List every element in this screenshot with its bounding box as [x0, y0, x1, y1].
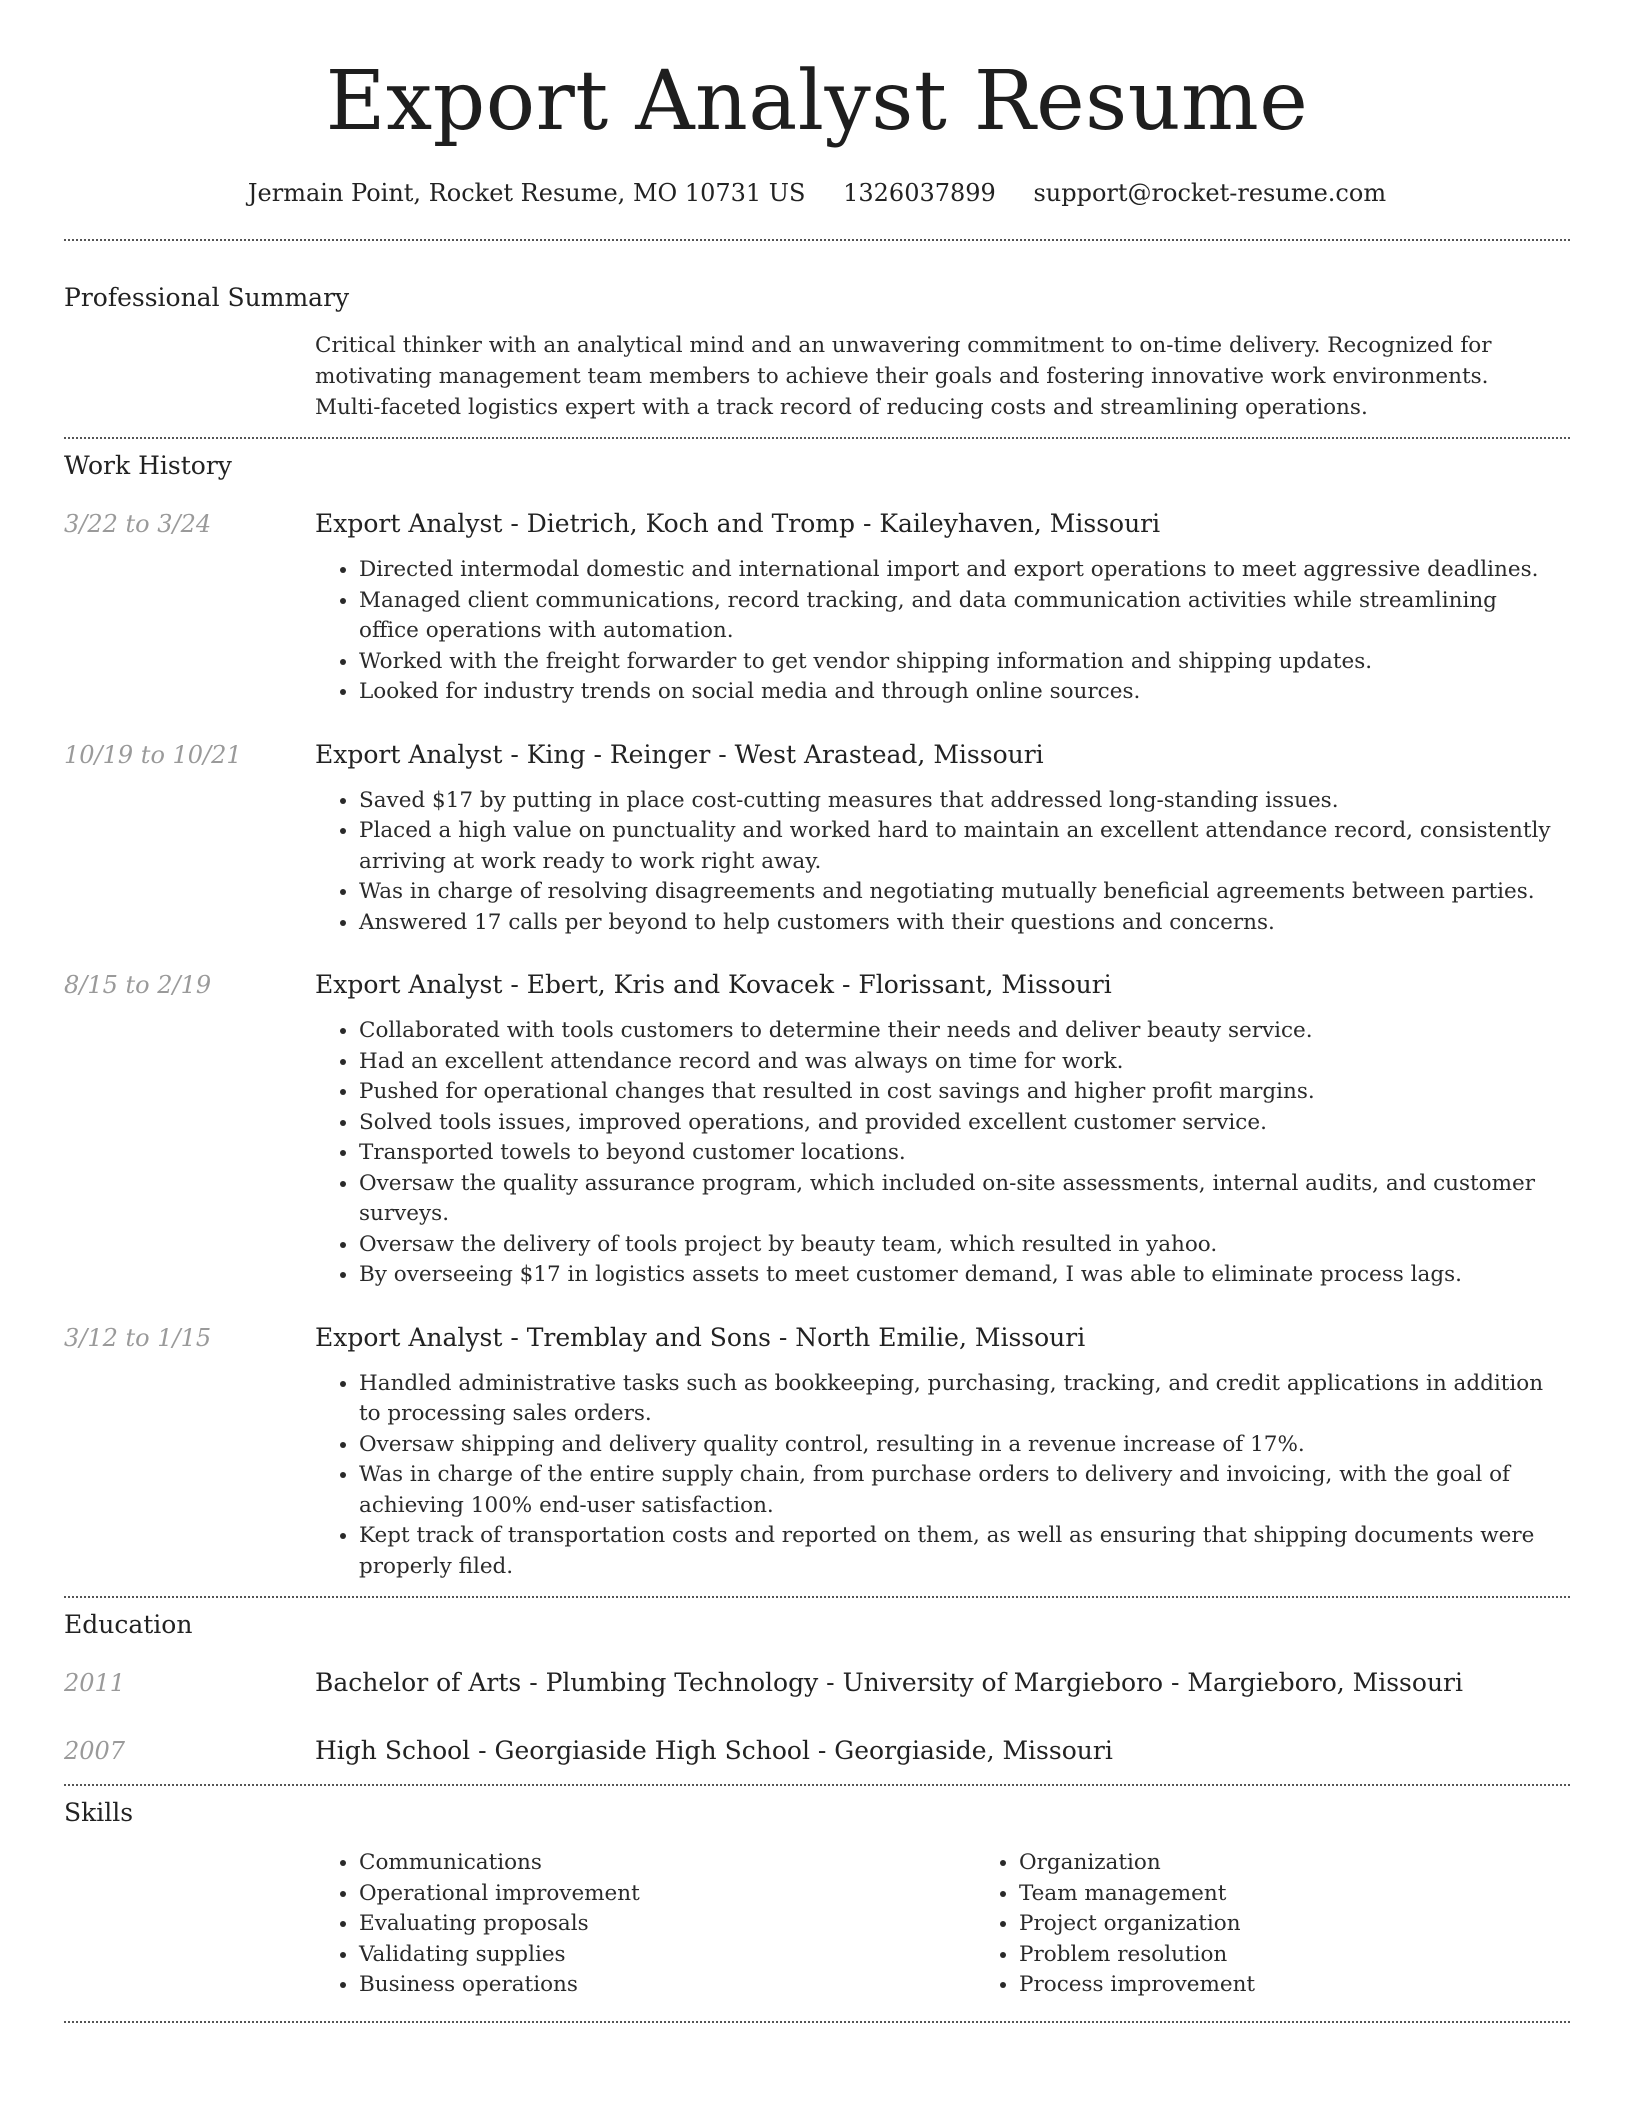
job-entry — [64, 968, 1570, 1291]
list-item: • Managed client communications, record tracking, and data communication activities while streamlining office operations with automation. — [359, 586, 1570, 647]
divider — [64, 2021, 1570, 2023]
contact-phone: 1326037899 — [843, 179, 996, 207]
list-item: • Had an excellent attendance record and was always on time for work. — [359, 1047, 1570, 1078]
job-title: Export Analyst - Dietrich, Koch and Tromp - Kaileyhaven, Missouri — [315, 509, 1161, 538]
list-item: • By overseeing $17 in logistics assets to meet customer demand, I was able to eliminate process lags. — [359, 1260, 1570, 1291]
section-heading-skills: Skills — [64, 1798, 134, 1827]
list-item: • Kept track of transportation costs and reported on them, as well as ensuring that shipping documents were properly filed. — [359, 1521, 1570, 1582]
list-item: • Process improvement — [1019, 1970, 1632, 2001]
contact-email: support@rocket-resume.com — [1033, 179, 1387, 207]
list-item: • Transported towels to beyond customer locations. — [359, 1138, 1570, 1169]
summary-section — [64, 281, 1570, 423]
education-degree: Bachelor of Arts - Plumbing Technology - University of Margieboro - Margieboro, Missouri — [315, 1668, 1463, 1697]
job-bullets — [315, 1016, 1570, 1291]
job-title: Export Analyst - King - Reinger - West Arastead, Missouri — [315, 739, 1044, 769]
list-item: • Worked with the freight forwarder to get vendor shipping information and shipping updates. — [359, 647, 1570, 678]
job-bullets — [315, 786, 1570, 939]
skills-spacer — [64, 1848, 315, 2001]
list-item: • Project organization — [1019, 1909, 1632, 1940]
summary-text: Critical thinker with an analytical mind and an unwavering commitment to on-time delivery. Recognized for motivating management team members to achieve their goals and fostering innovative work environments. Multi-faceted logistics expert with a track record of reducing costs and streamlining operations. — [315, 333, 1492, 420]
summary-spacer — [64, 330, 315, 423]
list-item: • Evaluating proposals — [359, 1909, 975, 1940]
job-title: Export Analyst - Ebert, Kris and Kovacek - Florissant, Missouri — [315, 970, 1112, 999]
list-item: • Pushed for operational changes that resulted in cost savings and higher profit margins. — [359, 1077, 1570, 1108]
list-item: • Collaborated with tools customers to determine their needs and deliver beauty service. — [359, 1016, 1570, 1047]
section-heading-work: Work History — [64, 451, 232, 480]
education-year: 2011 — [64, 1669, 126, 1697]
list-item: • Problem resolution — [1019, 1940, 1632, 1971]
education-section — [64, 1608, 1570, 1768]
contact-line — [64, 176, 1570, 210]
list-item: • Organization — [1019, 1848, 1632, 1879]
list-item: • Was in charge of the entire supply chain, from purchase orders to delivery and invoicing, with the goal of achieving 100% end-user satisfaction. — [359, 1460, 1570, 1521]
skills-list-right — [975, 1848, 1632, 2001]
job-details — [315, 968, 1570, 1291]
list-item: • Saved $17 by putting in place cost-cutting measures that addressed long-standing issues. — [359, 786, 1570, 817]
list-item: • Placed a high value on punctuality and worked hard to maintain an excellent attendance record, consistently arriving at work ready to work right away. — [359, 816, 1570, 877]
list-item: • Oversaw shipping and delivery quality control, resulting in a revenue increase of 17%. — [359, 1430, 1570, 1461]
education-entry — [64, 1666, 1570, 1700]
list-item: • Team management — [1019, 1879, 1632, 1910]
job-dates: 3/12 to 1/15 — [64, 1323, 212, 1352]
job-bullets — [315, 555, 1570, 708]
job-entry — [64, 507, 1570, 708]
section-heading-summary: Professional Summary — [64, 283, 350, 312]
job-bullets — [315, 1369, 1570, 1583]
list-item: • Looked for industry trends on social media and through online sources. — [359, 677, 1570, 708]
list-item: • Directed intermodal domestic and international import and export operations to meet aggressive deadlines. — [359, 555, 1570, 586]
job-details — [315, 738, 1570, 939]
divider — [64, 1784, 1570, 1786]
section-heading-education: Education — [64, 1610, 193, 1639]
job-entry — [64, 738, 1570, 939]
list-item: • Was in charge of resolving disagreements and negotiating mutually beneficial agreements between parties. — [359, 877, 1570, 908]
education-degree: High School - Georgiaside High School - Georgiaside, Missouri — [315, 1736, 1113, 1765]
list-item: • Communications — [359, 1848, 975, 1879]
education-year: 2007 — [64, 1737, 126, 1765]
summary-row — [64, 330, 1570, 423]
divider — [64, 437, 1570, 439]
divider — [64, 1596, 1570, 1598]
job-dates: 10/19 to 10/21 — [64, 740, 242, 769]
list-item: • Answered 17 calls per beyond to help customers with their questions and concerns. — [359, 908, 1570, 939]
list-item: • Handled administrative tasks such as bookkeeping, purchasing, tracking, and credit applications in addition to processing sales orders. — [359, 1369, 1570, 1430]
resume-page — [64, 0, 1570, 2023]
work-history-section — [64, 449, 1570, 1582]
education-entry — [64, 1734, 1570, 1768]
list-item: • Business operations — [359, 1970, 975, 2001]
list-item: • Oversaw the quality assurance program, which included on-site assessments, internal audits, and customer surveys. — [359, 1169, 1570, 1230]
list-item: • Validating supplies — [359, 1940, 975, 1971]
skills-list-left — [315, 1848, 975, 2001]
job-dates: 3/22 to 3/24 — [64, 510, 212, 538]
divider — [64, 239, 1570, 241]
job-details — [315, 507, 1570, 708]
job-entry — [64, 1321, 1570, 1583]
skills-row — [64, 1848, 1570, 2001]
list-item: • Oversaw the delivery of tools project by beauty team, which resulted in yahoo. — [359, 1230, 1570, 1261]
list-item: • Operational improvement — [359, 1879, 975, 1910]
skills-columns — [315, 1848, 1632, 2001]
job-title: Export Analyst - Tremblay and Sons - North Emilie, Missouri — [315, 1322, 1086, 1352]
job-details — [315, 1321, 1570, 1583]
skills-section — [64, 1796, 1570, 2001]
contact-address: Jermain Point, Rocket Resume, MO 10731 US — [247, 179, 806, 207]
page-title: Export Analyst Resume — [325, 54, 1309, 149]
list-item: • Solved tools issues, improved operations, and provided excellent customer service. — [359, 1108, 1570, 1139]
job-dates: 8/15 to 2/19 — [64, 971, 212, 999]
